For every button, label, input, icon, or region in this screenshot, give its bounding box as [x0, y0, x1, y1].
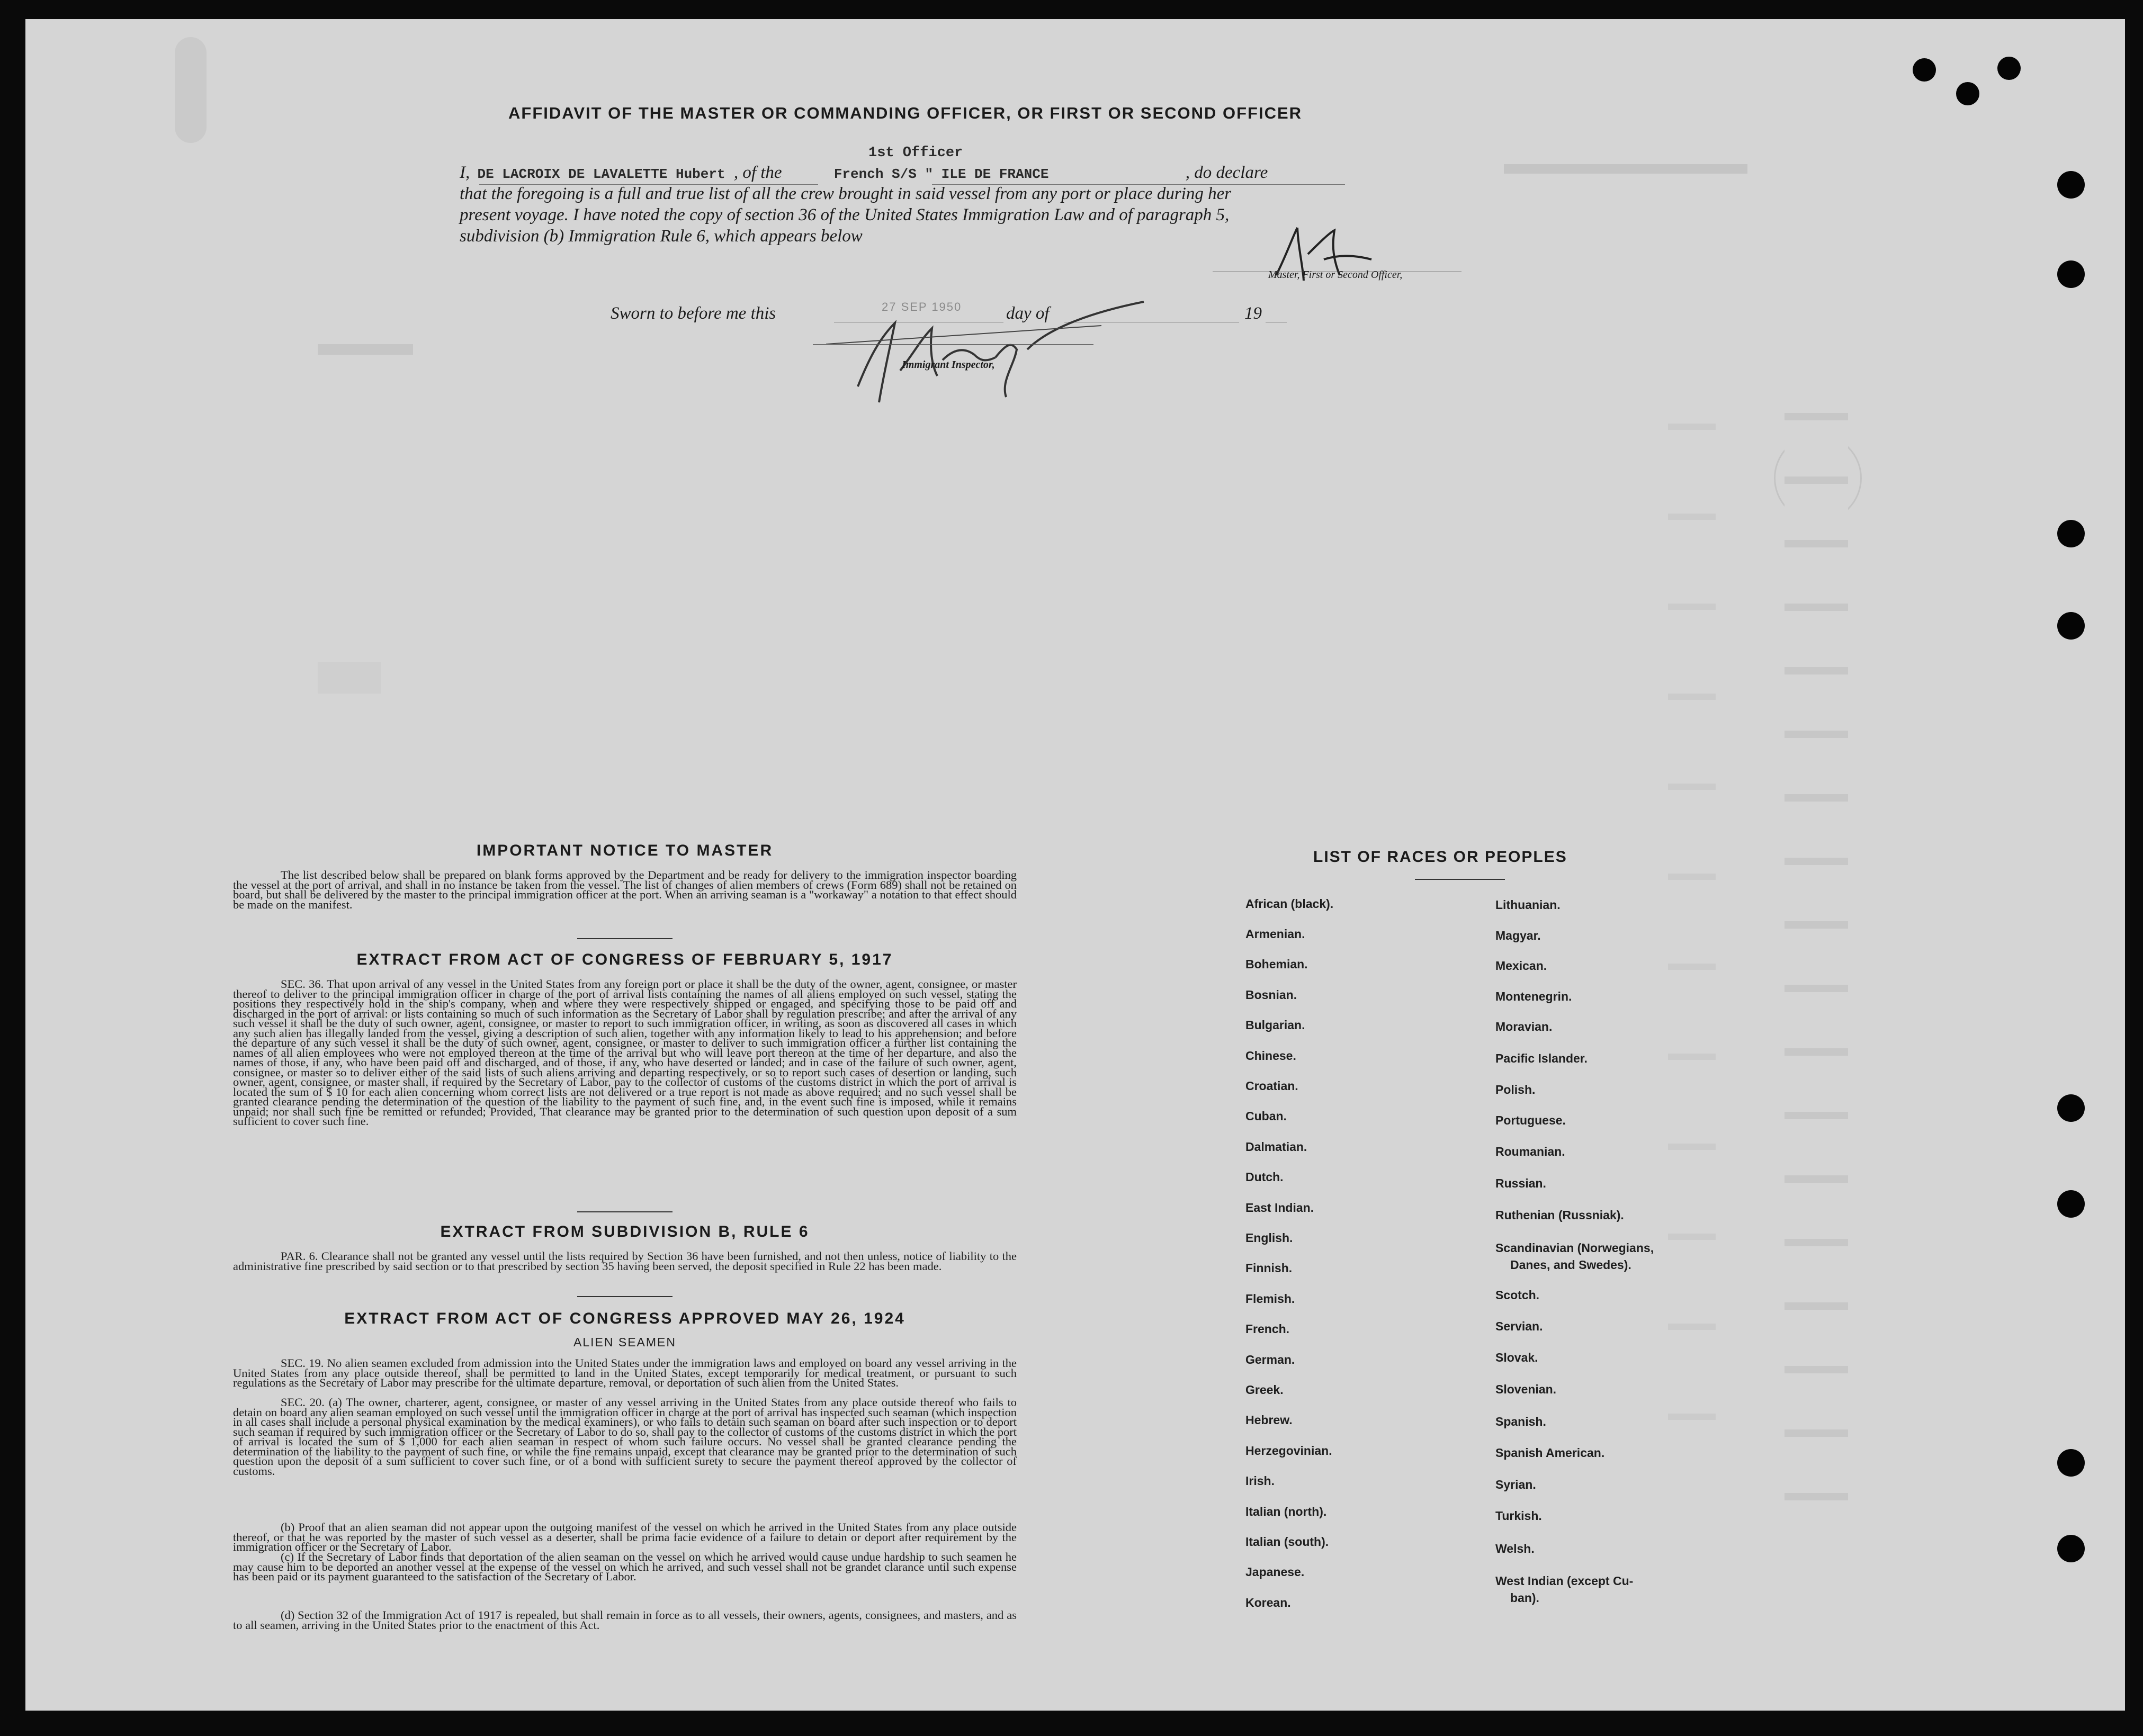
race-right: Scotch.	[1495, 1288, 1540, 1302]
sec-20c-body: (c) If the Secretary of Labor finds that deportation of the alien seaman on the vessel on which he arrived would cause undue hardship to such seamen he may cause him to be deported an another vessel at the expense of the vessel on which he arrived, and such vessel shall not be grandet clarance until such expense has been paid or its payment guaranteed to the satisfaction of the Secretary of Labor.	[233, 1550, 1017, 1583]
extract-1917-title: EXTRACT FROM ACT OF CONGRESS OF FEBRUARY 5, 1917	[356, 951, 893, 968]
affidavit-of-the: , of the	[733, 163, 782, 182]
extract-1924-title: EXTRACT FROM ACT OF CONGRESS APPROVED MAY 26, 1924	[344, 1310, 905, 1327]
sec-20b-body: (b) Proof that an alien seaman did not appear upon the outgoing manifest of the vessel on which he arrived in the United States from any place outside thereof, or that he was reported by the master of such vessel as a deserter, shall be prima facie evidence of a failure to detain or deport after requirement by the immigration officer or the Secretary of Labor.	[233, 1521, 1017, 1553]
sworn-text: Sworn to before me this	[611, 304, 776, 323]
signature-caption: Master, First or Second Officer,	[1268, 269, 1403, 281]
race-right: Scandinavian (Norwegians,	[1495, 1241, 1654, 1255]
race-right: Danes, and Swedes).	[1510, 1258, 1631, 1272]
race-right: Montenegrin.	[1495, 990, 1572, 1003]
inspector-line	[813, 344, 1093, 345]
sec-20d-body: (d) Section 32 of the Immigration Act of 1917 is repealed, but shall remain in force as to all vessels, their owners, agents, consignees, and masters, and as to all seamen, arriving in the United States prior to the enactment of this Act.	[233, 1608, 1017, 1632]
affidavit-line-2: that the foregoing is a full and true list of all the crew brought in said vessel from any port or place during her	[460, 184, 1232, 203]
race-left: Bosnian.	[1245, 988, 1297, 1002]
race-right: Magyar.	[1495, 929, 1541, 942]
typed-vessel-name: French S/S " ILE DE FRANCE	[833, 166, 1049, 182]
race-right: Russian.	[1495, 1176, 1546, 1190]
race-left: French.	[1245, 1322, 1290, 1336]
race-left: Irish.	[1245, 1474, 1275, 1488]
bleed-through-mark	[318, 344, 413, 355]
race-right: Servian.	[1495, 1319, 1543, 1333]
race-left: English.	[1245, 1231, 1293, 1245]
race-left: Dutch.	[1245, 1170, 1284, 1184]
subdivision-b-body: PAR. 6. Clearance shall not be granted any vessel until the lists required by Section 36 have been furnished, and not then unless, notice of liability to the administrative fine prescribed by said section or to that prescribed by section 35 having been served, the deposit specified in Rule 22 has been made.	[233, 1249, 1017, 1273]
bleed-through-mark	[318, 662, 381, 694]
inspector-caption: Immigrant Inspector,	[902, 359, 995, 371]
race-right: Welsh.	[1495, 1542, 1535, 1555]
race-right: West Indian (except Cu-	[1495, 1574, 1634, 1588]
race-right: ban).	[1510, 1591, 1539, 1605]
race-right: Turkish.	[1495, 1509, 1542, 1523]
punch-hole	[2057, 1190, 2085, 1218]
ink-spot	[1956, 82, 1979, 105]
affidavit-line-1	[460, 163, 1455, 183]
subdivision-b-title: EXTRACT FROM SUBDIVISION B, RULE 6	[440, 1223, 810, 1240]
race-left: Croatian.	[1245, 1079, 1298, 1093]
punch-hole	[2057, 260, 2085, 288]
bleed-through-column	[1785, 381, 1848, 1546]
race-right: Portuguese.	[1495, 1113, 1566, 1127]
ink-spot	[1913, 58, 1936, 82]
punch-hole	[2057, 612, 2085, 640]
typed-rank: 1st Officer	[868, 145, 963, 161]
notice-body: The list described below shall be prepared on blank forms approved by the Department and be ready for delivery to the immigration inspector boarding the vessel at the port of arrival, and shall in no instance be taken from the vessel. The list of changes of alien members of crews (Form 689) shall not be retained on board, but shall be delivered by the master to the principal immigration officer at the port. When an arriving seaman is a "workaway" a notation to that effect should be made on the manifest.	[233, 868, 1017, 911]
race-left: Bulgarian.	[1245, 1018, 1305, 1032]
ink-spot	[1997, 57, 2021, 80]
race-right: Polish.	[1495, 1083, 1536, 1096]
punch-hole	[2057, 1449, 2085, 1477]
race-right: Slovak.	[1495, 1351, 1538, 1364]
notice-title: IMPORTANT NOTICE TO MASTER	[476, 842, 774, 859]
affidavit-do-declare: , do declare	[1185, 163, 1268, 182]
sec-20a-body: SEC. 20. (a) The owner, charterer, agent, consignee, or master of any vessel arriving in the United States from any place outside thereof who fails to detain on board any alien seaman employed on such vessel until the immigration officer in charge at the port of arrival has inspected such seaman (which inspection in all cases shall include a personal physical examination by the medical examiners), or who fails to detain such seaman on board after such inspection or to deport such seaman if required by such immigration officer or the Secretary of Labor to do so, shall pay to the collector of customs of the customs district in which the port of arrival is located the sum of $ 1,000 for each alien seaman in respect of whom such failure occurs. No vessel shall be granted clearance pending the determination of the liability to the payment of such fine, or while the fine remains unpaid, except that clearance may be granted prior to the determination of such question upon the deposit of a sum sufficient to cover such fine, or of a bond with sufficient surety to secure the payment thereof approved by the collector of customs.	[233, 1396, 1017, 1478]
day-of-text: day of	[1006, 304, 1050, 323]
extract-1917-body: SEC. 36. That upon arrival of any vessel in the United States from any foreign port or place it shall be the duty of the owner, agent, consignee, or master thereof to deliver to the principal immigration officer in charge of the port of arrival lists containing the names of all aliens employed on such vessel, stating the positions they respectively hold in the ship's company, when and where they were respectively shipped or engaged, and specifying those to be paid off and discharged in the port of arrival: or lists containing so much of such information as the Secretary of Labor shall by regulation prescribe; and after the arrival of any such vessel it shall be the duty of such owner, agent, consignee, or master to report to such immigration officer, in writing, as soon as discovered all cases in which any such alien has illegally landed from the vessel, giving a description of such alien, together with any information likely to lead to his apprehension; and before the departure of any such vessel it shall be the duty of such owner, agent, consignee, or master to deliver to such immigration officer a further list containing the names of all alien employees who were not employed thereon at the time of the arrival but who will leave port thereon at the time of her departure, and also the names of those, if any, who have been paid off and discharged, and of those, if any, who have deserted or landed; and in case of the failure of such owner, agent, consignee, or master so to deliver either of the said lists of such aliens arriving and departing respectively, or so to report such cases of desertion or landing, such owner, agent, consignee, or master shall, if required by the Secretary of Labor, pay to the collector of customs of the customs district in which the port of arrival is located the sum of $ 10 for each alien concerning whom correct lists are not delivered or a true report is not made as above required; and no such vessel shall be granted clearance pending the determination of the question of the liability to the payment of such fine, and, in the event such fine is imposed, while it remains unpaid; nor shall such fine be remitted or refunded; Provided, That clearance may be granted prior to the determination of such question upon deposit of a sum sufficient to cover such fine.	[233, 977, 1017, 1128]
race-left: African (black).	[1245, 897, 1334, 911]
race-left: East Indian.	[1245, 1201, 1314, 1215]
race-right: Spanish.	[1495, 1415, 1546, 1428]
race-left: Flemish.	[1245, 1292, 1295, 1306]
race-left: Chinese.	[1245, 1049, 1296, 1063]
alien-seamen-subtitle: ALIEN SEAMEN	[573, 1335, 676, 1349]
race-left: Armenian.	[1245, 927, 1305, 941]
bleed-through-mark	[1504, 164, 1747, 174]
race-left: Cuban.	[1245, 1109, 1287, 1123]
race-right: Roumanian.	[1495, 1145, 1565, 1158]
race-left: German.	[1245, 1353, 1295, 1366]
affidavit-line-4: subdivision (b) Immigration Rule 6, which appears below	[460, 227, 863, 246]
section-divider	[577, 1296, 673, 1297]
race-right: Pacific Islander.	[1495, 1051, 1588, 1065]
affidavit-title: AFFIDAVIT OF THE MASTER OR COMMANDING OFFICER, OR FIRST OR SECOND OFFICER	[508, 104, 1303, 122]
race-left: Herzegovinian.	[1245, 1444, 1332, 1458]
race-left: Dalmatian.	[1245, 1140, 1307, 1154]
races-divider	[1415, 879, 1505, 880]
race-right: Moravian.	[1495, 1020, 1553, 1033]
race-right: Syrian.	[1495, 1478, 1536, 1491]
race-left: Finnish.	[1245, 1261, 1293, 1275]
race-left: Greek.	[1245, 1383, 1284, 1397]
races-title: LIST OF RACES OR PEOPLES	[1313, 848, 1567, 866]
race-left: Italian (south).	[1245, 1535, 1329, 1549]
race-right: Slovenian.	[1495, 1382, 1557, 1396]
typed-officer-name: DE LACROIX DE LAVALETTE Hubert	[477, 166, 725, 182]
section-divider	[577, 938, 673, 939]
bleed-through-mark	[175, 37, 207, 143]
section-divider	[577, 1211, 673, 1212]
affidavit-line-3: present voyage. I have noted the copy of section 36 of the United States Immigration Law and of paragraph 5,	[460, 205, 1230, 224]
race-right: Spanish American.	[1495, 1446, 1605, 1460]
race-left: Hebrew.	[1245, 1413, 1293, 1427]
race-left: Bohemian.	[1245, 957, 1308, 971]
race-right: Ruthenian (Russniak).	[1495, 1208, 1624, 1222]
bleed-through-column	[1668, 381, 1716, 1440]
punch-hole	[2057, 171, 2085, 199]
punch-hole	[2057, 520, 2085, 547]
sec-19-body: SEC. 19. No alien seamen excluded from admission into the United States under the immigration laws and employed on board any vessel arriving in the United States from any place outside thereof, shall be permitted to land in the United States, except temporarily for medical treatment, or pursuant to such regulations as the Secretary of Labor may prescribe for the ultimate departure, removal, or deportation of such alien from the United States.	[233, 1356, 1017, 1389]
race-left: Japanese.	[1245, 1565, 1305, 1579]
race-left: Korean.	[1245, 1596, 1291, 1609]
race-right: Lithuanian.	[1495, 898, 1561, 912]
punch-hole	[2057, 1094, 2085, 1122]
inspector-signature	[826, 296, 1154, 413]
year-prefix: 19	[1244, 304, 1262, 323]
sworn-date-stamp: 27 SEP 1950	[882, 300, 962, 313]
punch-hole	[2057, 1535, 2085, 1562]
race-left: Italian (north).	[1245, 1505, 1327, 1518]
affidavit-intro: I,	[460, 163, 470, 182]
race-right: Mexican.	[1495, 959, 1547, 973]
